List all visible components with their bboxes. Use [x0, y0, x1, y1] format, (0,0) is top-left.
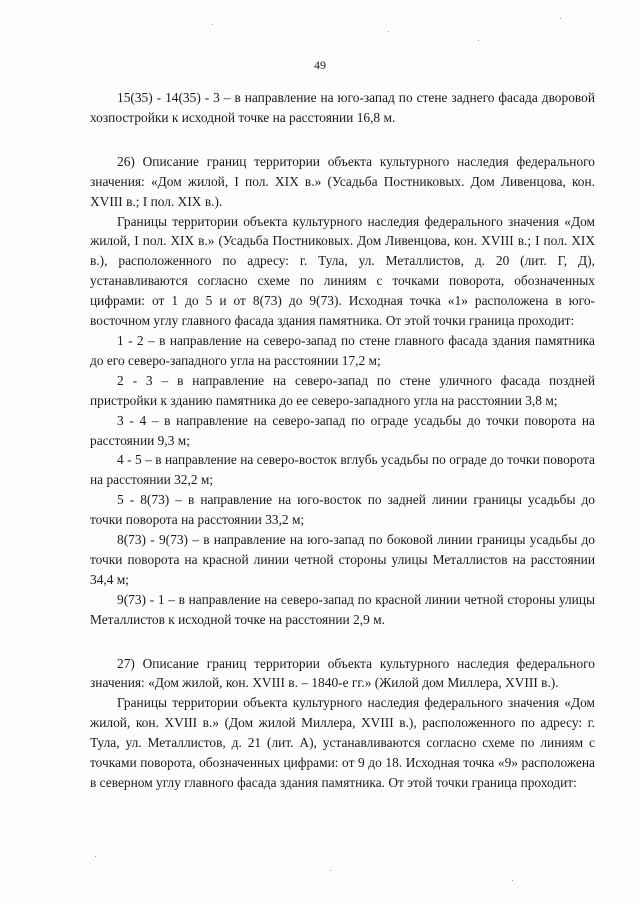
paragraph-boundaries-27: Границы территории объекта культурного наследия федерального значения «Дом жилой, кон. XVIII в.» (Дом жилой Миллера, XVIII в.), расположенного по адресу: г. Тула, ул. Металлистов, д. 21 (лит. А), устанавливаются согласно схеме по линиям с точками поворота, обозначенных цифрами: от 9 до 18. Исходная точка «9» расположена в северном углу главного фасада здания памятника. От этой точки граница проходит: [90, 695, 595, 790]
scan-speck [560, 18, 561, 19]
scan-speck [95, 856, 96, 857]
document-body [90, 88, 595, 793]
boundary-segment-8-9: 8(73) - 9(73) – в направление на юго-запад по боковой линии границы усадьбы до точки поворота на красной линии четной стороны улицы Металлистов на расстоянии 34,4 м; [90, 532, 595, 587]
paragraph-boundaries-26: Границы территории объекта культурного наследия федерального значения «Дом жилой, I пол. XIX в.» (Усадьба Постниковых. Дом Ливенцова, кон. XVIII в.; I пол. XIX в.), расположенного по адресу: г. Тула, ул. Металлистов, д. 20 (лит. Г, Д), устанавливаются согласно схеме по линиям с точками поворота, обозначенных цифрами: от 1 до 5 и от 8(73) до 9(73). Исходная точка «1» расположена в юго-восточном углу главного фасада здания памятника. От этой точки граница проходит: [90, 213, 595, 329]
boundary-segment-5-8: 5 - 8(73) – в направление на юго-восток по задней линии границы усадьбы до точки поворота на расстоянии 33,2 м; [90, 492, 595, 528]
paragraph-boundary-15-14-3: 15(35) - 14(35) - 3 – в направление на юго-запад по стене заднего фасада дворовой хозпостройки к исходной точке на расстоянии 16,8 м. [90, 90, 595, 125]
scan-speck [212, 24, 213, 25]
boundary-segment-2-3: 2 - 3 – в направление на северо-запад по стене уличного фасада поздней пристройки к зданию памятника до ее северо-западного угла на расстоянии 3,8 м; [90, 372, 595, 408]
boundary-segment-1-2: 1 - 2 – в направление на северо-запад по стене главного фасада здания памятника до его северо-западного угла на расстоянии 17,2 м; [90, 332, 595, 368]
scan-speck [330, 870, 331, 871]
scan-speck [388, 31, 389, 32]
boundary-segment-9-1: 9(73) - 1 – в направление на северо-запад по красной линии четной стороны улицы Металлистов к исходной точке на расстоянии 2,9 м. [90, 591, 595, 627]
scan-speck [478, 40, 479, 41]
section-heading-26: 26) Описание границ территории объекта культурного наследия федерального значения: «Дом жилой, I пол. XIX в.» (Усадьба Постниковых. Дом Ливенцова, кон. XVIII в.; I пол. XIX в.). [90, 153, 595, 209]
page-number: 49 [314, 58, 326, 72]
section-heading-27: 27) Описание границ территории объекта культурного наследия федерального значения: «Дом жилой, кон. XVIII в. – 1840-е гг.» (Жилой дом Миллера, XVIII в.). [90, 655, 595, 691]
boundary-segment-3-4: 3 - 4 – в направление на северо-запад по ограде усадьбы до точки поворота на расстоянии 9,3 м; [90, 412, 595, 448]
boundary-segment-4-5: 4 - 5 – в направление на северо-восток вглубь усадьбы по ограде до точки поворота на расстоянии 32,2 м; [90, 452, 595, 488]
scan-speck [512, 880, 513, 881]
